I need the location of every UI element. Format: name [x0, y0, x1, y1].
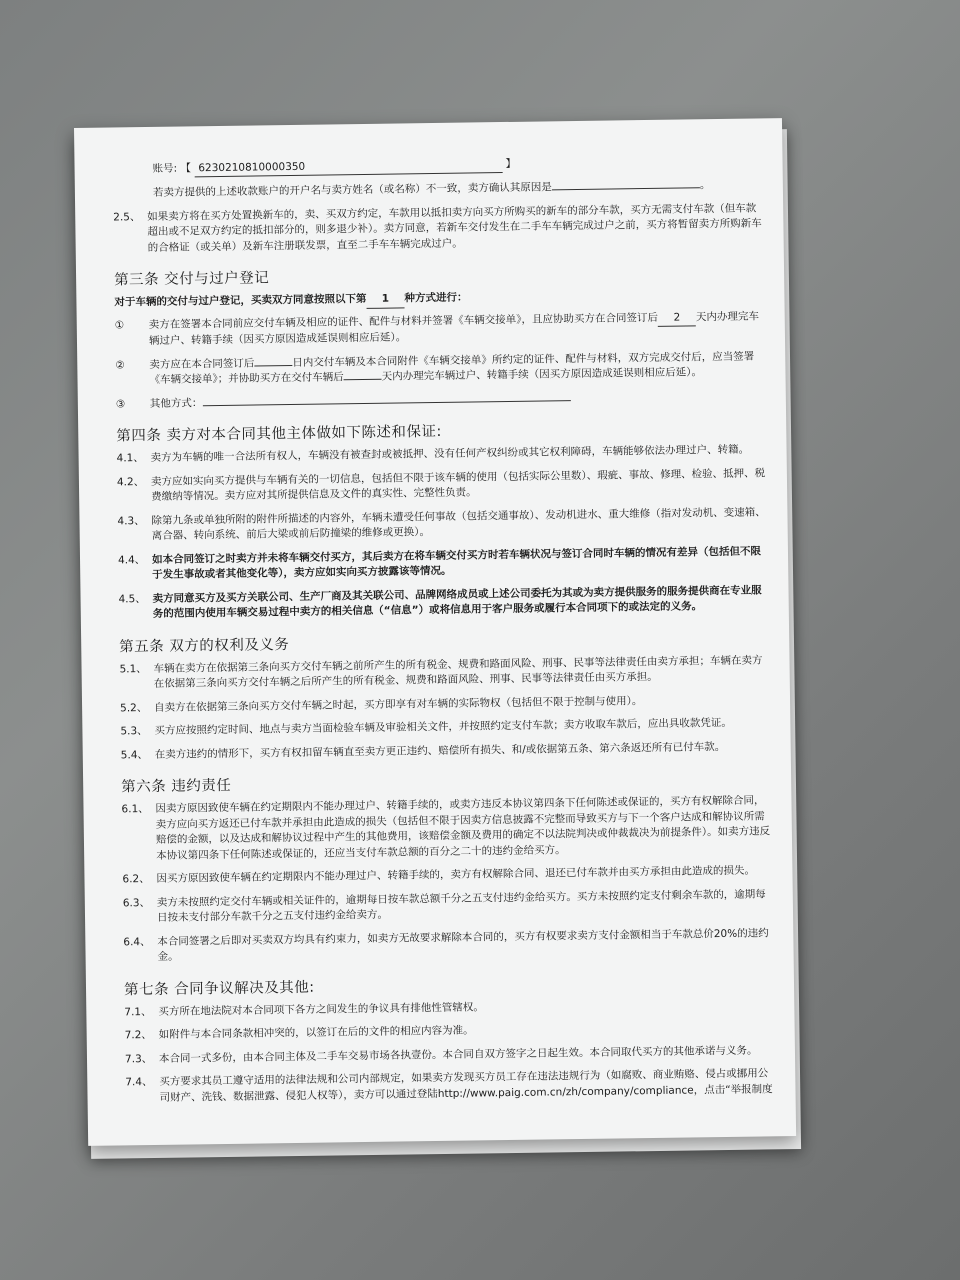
clause-number: 6.4、 [123, 935, 151, 948]
section-5-list [119, 653, 770, 764]
clause-text: 买方要求其员工遵守适用的法律法规和公司内部规定，如果卖方发现买方员工存在违法违规行为（如腐败、商业贿赂、侵占或挪用公司财产、洗钱、数据泄露、侵犯人权等），卖方可以通过登陆http://www.paig.com.cn/zh/company/compliance，点击“举报制度 [159, 1067, 773, 1104]
clause-item [125, 1066, 775, 1106]
section-6-title: 第六条 违约责任 [121, 777, 232, 796]
clause-text: 卖方应如实向买方提供与车辆有关的一切信息，包括但不限于该车辆的使用（包括实际公里数）、瑕疵、事故、修理、检验、抵押、税费缴纳等情况。卖方应对其所提供信息及文件的真实性、完整性负责。 [150, 466, 766, 503]
clause-text: 自卖方在依据第三条向买方交付车辆之时起，买方即享有对车辆的实际物权（包括但不限于控制与使用）。 [154, 694, 643, 714]
section-7-title: 第七条 合同争议解决及其他: [123, 979, 315, 998]
section-3-option-1: ① 卖方在签署本合同前应交付车辆及相应的证件、配件与材料并签署《车辆交接单》，且应协助买方在合同签订后 2 天内办理完车辆过户、转籍手续（因买方原因造成延误则相应后延）。 [114, 309, 760, 347]
clause-number: 4.1、 [116, 452, 144, 465]
clause-item [118, 544, 768, 584]
clause-number: 6.1、 [121, 803, 149, 816]
clause-item [123, 926, 773, 966]
clause-2-5: 2.5、 如果卖方将在买方处置换新车的，卖、买双方约定，车款用以抵扣卖方向买方所购买的新车的部分车款，买方无需支付车款（但车款超出或不足双方约定的抵扣部分的，则多退少补）。卖方同意，若新车交付发生在二手车车辆完成过户之前，买方将暂留卖方所购新车的合格证（或关单）及新车注册联发票，直至二手车车辆完成过户。 [113, 201, 762, 254]
clause-number: 5.2、 [120, 701, 148, 714]
clause-number: 4.5、 [118, 592, 146, 605]
section-4-title: 第四条 卖方对本合同其他主体做如下陈述和保证: [116, 423, 442, 445]
clause-item [117, 505, 767, 545]
clause-text: 本合同签署之后即对买卖双方均具有约束力，如卖方无故要求解除本合同的，买方有权要求卖方支付金额相当于车款总价20%的违约金。 [157, 926, 769, 963]
contract-content [112, 152, 775, 1114]
section-7-list [124, 996, 775, 1107]
clause-text: 车辆在卖方在依据第三条向买方交付车辆之前所产生的所有税金、规费和路面风险、刑事、民事等法律责任由卖方承担；车辆在卖方在依据第三条向买方交付车辆之后所产生的所有税金、规费和路面风险、刑事、民事等法律责任由买方承担。 [153, 653, 763, 690]
clause-item [117, 442, 767, 467]
clause-number: 7.3、 [124, 1052, 153, 1065]
clause-number: 6.3、 [122, 896, 151, 909]
clause-text: 除第九条或单独所附的附件所描述的内容外，车辆未遭受任何事故（包括交通事故）、发动机进水、重大维修（指对发动机、变速箱、离合器、转向系统、前后大梁或前后防撞梁的维修或更换）。 [151, 505, 766, 542]
clause-text: 卖方未按照约定交付车辆或相关证件的，逾期每日按车款总额千分之五支付违约金给买方。买方未按照约定支付剩余车款的，逾期每日按未支付部分车款千分之五支付违约金给卖方。 [156, 887, 766, 924]
clause-number: 6.2、 [122, 873, 150, 886]
account-number: 6230210810000350 [194, 156, 502, 177]
clause-text: 卖方为车辆的唯一合法所有权人，车辆没有被查封或被抵押、没有任何产权纠纷或其它权利障碍，车辆能够依法办理过户、转籍。 [150, 443, 750, 464]
clause-item [121, 793, 772, 864]
section-3-option-2: ② 卖方应在本合同签订后 日内交付车辆及本合同附件《车辆交接单》所约定的证件、配件与材料，双方完成交付后，应当签署《车辆交接单》；并协助买方在交付车辆后 天内办理完车辆过户、转籍手续（因买方原因造成延误则相应后延）。 [115, 350, 755, 386]
clause-text: 在卖方违约的情形下，买方有权扣留车辆直至卖方更正违约、赔偿所有损失、和/或依据第五条、第六条返还所有已付车款。 [154, 740, 726, 761]
clause-number: 7.2、 [124, 1029, 152, 1042]
clause-number: 5.1、 [119, 662, 147, 675]
clause-number: 7.1、 [124, 1005, 152, 1018]
section-3-title: 第三条 交付与过户登记 [114, 270, 270, 289]
section-3-option-3: ③ 其他方式： [116, 388, 766, 413]
clause-item [120, 692, 770, 717]
clause-item [122, 863, 772, 888]
account-line: 账号: 【 6230210810000350 】 [152, 152, 762, 178]
clause-text: 如附件与本合同条款相冲突的，以签订在后的文件的相应内容为准。 [158, 1024, 474, 1041]
clause-number: 5.3、 [120, 725, 148, 738]
clause-item [117, 466, 767, 506]
clause-item [123, 887, 773, 927]
clause-item [121, 739, 771, 764]
clause-text: 因买方原因致使车辆在约定期限内不能办理过户、转籍手续的，卖方有权解除合同、退还已付车款并由买方承担由此造成的损失。 [156, 864, 756, 885]
clause-item [125, 1043, 775, 1068]
clause-text: 本合同一式多份，由本合同主体及二手车交易市场各执壹份。本合同自双方签字之日起生效。本合同取代买方的其他承诺与义务。 [158, 1044, 758, 1065]
clause-item [118, 583, 768, 623]
clause-item [125, 1019, 775, 1044]
clause-item [119, 653, 769, 693]
clause-text: 因卖方原因致使车辆在约定期限内不能办理过户、转籍手续的，或卖方违反本协议第四条下任何陈述或保证的，买方有权解除合同，卖方应向买方返还已付车款并承担由此造成的损失（包括但不限于因卖方信息披露不完整而导致买方与下一个客户达成和解协议所需赔偿的金额，以及达成和解协议过程中产生的其他费用，该赔偿金额及费用的确定不以法院判决或仲裁裁决为前提条件）。如卖方违反本协议第四条下任何陈述或保证的，还应当支付车款总额的百分之二十的违约金给买方。 [155, 794, 771, 862]
contract-page [74, 118, 796, 1146]
clause-number: 4.4、 [117, 553, 146, 566]
clause-item [120, 715, 770, 740]
clause-text: 买方应按照约定时间、地点与卖方当面检验车辆及审验相关文件，并按照约定支付车款；卖方收取车款后，应出具收款凭证。 [154, 716, 732, 737]
section-5-title: 第五条 双方的权利及义务 [119, 636, 290, 655]
clause-number: 4.3、 [117, 514, 145, 527]
section-3-intro: 对于车辆的交付与过户登记，买卖双方同意按照以下第 1 种方式进行： [114, 291, 468, 309]
clause-number: 4.2、 [116, 475, 145, 488]
clause-number: 5.4、 [120, 748, 149, 761]
clause-number: 7.4、 [125, 1075, 153, 1089]
clause-item [124, 996, 774, 1021]
clause-text: 买方所在地法院对本合同项下各方之间发生的争议具有排他性管辖权。 [158, 1000, 484, 1018]
section-4-list [117, 442, 769, 623]
section-6-list [121, 793, 773, 966]
account-note: 若卖方提供的上述收款账户的开户名与卖方姓名（或名称）不一致，卖方确认其原因是 。 [152, 179, 711, 199]
clause-text: 如本合同签订之时卖方并未将车辆交付买方，其后卖方在将车辆交付买方时若车辆状况与签订合同时车辆的情况有差异（包括但不限于发生事故或者其他变化等），卖方应如实向买方披露该等情况。 [151, 544, 762, 581]
clause-text: 卖方同意买方及买方关联公司、生产厂商及其关联公司、品牌网络成员或上述公司委托为其或为卖方提供服务的服务提供商在专业服务的范围内使用车辆交易过程中卖方的相关信息（“信息”）或将信息用于客户服务或履行本合同项下的或法定的义务。 [152, 583, 762, 620]
